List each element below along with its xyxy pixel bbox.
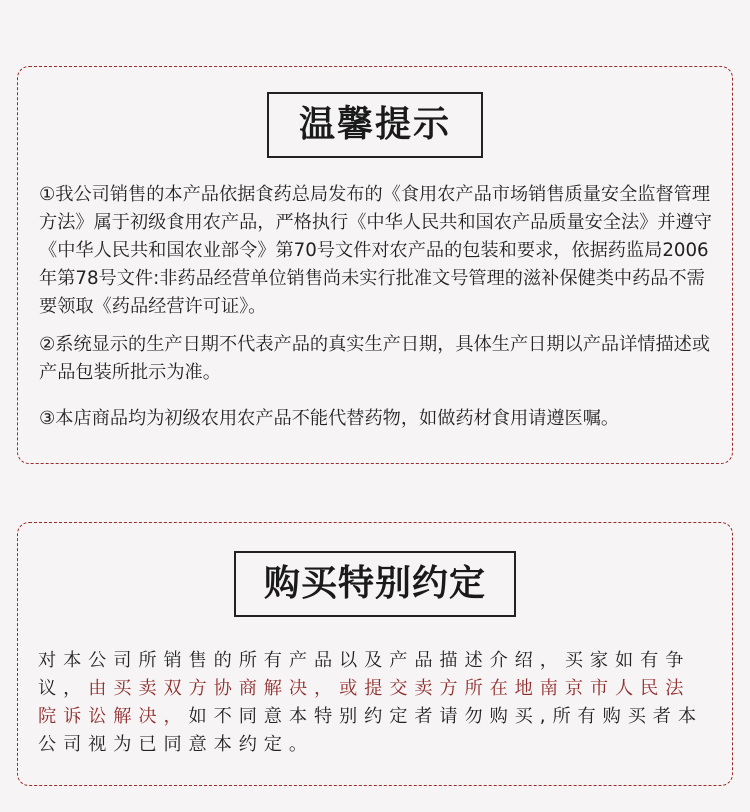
notice-paragraph-2: ②系统显示的生产日期不代表产品的真实生产日期，具体生产日期以产品详情描述或产品包装所批示为准。	[39, 334, 711, 383]
notice-title: 温馨提示	[267, 92, 483, 158]
agreement-text-part1: 对本公司所销售的所有产品以及产品描述介绍，买家如有争议，	[38, 650, 691, 699]
notice-paragraph-1: ①我公司销售的本产品依据食药总局发布的《食用农产品市场销售质量安全监督管理方法》属于初级食用农产品，严格执行《中华人民共和国农产品质量安全法》并遵守《中华人民共和国农业部令》第70号文件对农产品的包装和要求，依据药监局2006年第78号文件:非药品经营单位销售尚未实行批准文号管理的滋补保健类中药品不需要领取《药品经营许可证》。	[39, 184, 712, 317]
agreement-text-part2: 如不同意本特别约定者请勿购买,所有购买者本公司视为已同意本约定。	[38, 706, 703, 755]
agreement-paragraph	[38, 647, 714, 759]
notice-paragraph-3: ③本店商品均为初级农用农产品不能代替药物，如做药材食用请遵医嘱。	[39, 408, 620, 429]
agreement-title: 购买特别约定	[234, 551, 516, 617]
notice-panel	[17, 66, 733, 464]
agreement-text-highlight: 由买卖双方协商解决，或提交卖方所在地南京市人民法院诉讼解决，	[38, 678, 691, 727]
agreement-panel	[17, 522, 733, 786]
